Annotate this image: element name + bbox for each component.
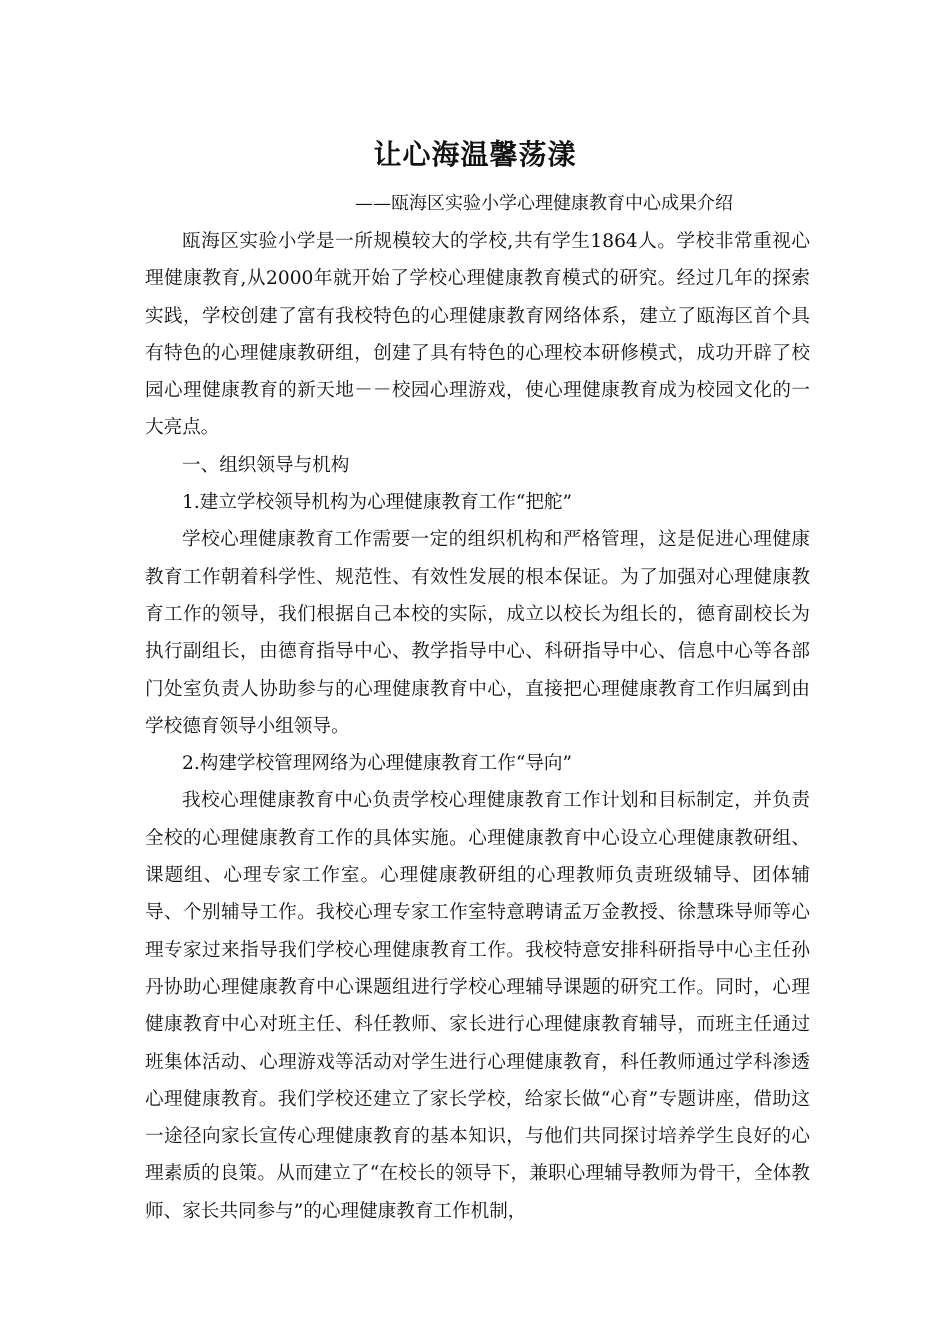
document-title: 让心海温馨荡漾 bbox=[373, 138, 577, 171]
document-subtitle: ——瓯海区实验小学心理健康教育中心成果介绍 bbox=[355, 193, 733, 214]
paragraph-body: 我校心理健康教育中心负责学校心理健康教育工作计划和目标制定，并负责全校的心理健康教育工作的具体实施。心理健康教育中心设立心理健康教研组、课题组、心理专家工作室。心理健康教研组的心理教师负责班级辅导、团体辅导、个别辅导工作。我校心理专家工作室特意聘请孟万金教授、徐慧珠导师等心理专家过来指导我们学校心理健康教育工作。我校特意安排科研指导中心主任孙丹协助心理健康教育中心课题组进行学校心理辅导课题的研究工作。同时，心理健康教育中心对班主任、科任教师、家长进行心理健康教育辅导，而班主任通过班集体活动、心理游戏等活动对学生进行心理健康教育，科任教师通过学科渗透心理健康教育。我们学校还建立了家长学校，给家长做“心育”专题讲座，借助这一途径向家长宣传心理健康教育的基本知识，与他们共同探讨培养学生良好的心理素质的良策。从而建立了“在校长的领导下，兼职心理辅导教师为骨干，全体教师、家长共同参与”的心理健康教育工作机制， bbox=[145, 790, 810, 1222]
subsection-heading: 1.建立学校领导机构为心理健康教育工作“把舵” bbox=[182, 492, 573, 514]
subsection-heading: 2.构建学校管理网络为心理健康教育工作“导向” bbox=[182, 753, 573, 775]
document-body bbox=[145, 223, 810, 1230]
section-heading: 一、组织领导与机构 bbox=[182, 454, 350, 476]
paragraph-intro: 瓯海区实验小学是一所规模较大的学校,共有学生1864人。学校非常重视心理健康教育,从2000年就开始了学校心理健康教育模式的研究。经过几年的探索实践，学校创建了富有我校特色的心理健康教育网络体系，建立了瓯海区首个具有特色的心理健康教研组，创建了具有特色的心理校本研修模式，成功开辟了校园心理健康教育的新天地－－校园心理游戏，使心理健康教育成为校园文化的一大亮点。 bbox=[145, 231, 810, 439]
paragraph-body: 学校心理健康教育工作需要一定的组织机构和严格管理，这是促进心理健康教育工作朝着科学性、规范性、有效性发展的根本保证。为了加强对心理健康教育工作的领导，我们根据自己本校的实际，成立以校长为组长的，德育副校长为执行副组长，由德育指导中心、教学指导中心、科研指导中心、信息中心等各部门处室负责人协助参与的心理健康教育中心，直接把心理健康教育工作归属到由学校德育领导小组领导。 bbox=[145, 529, 810, 737]
